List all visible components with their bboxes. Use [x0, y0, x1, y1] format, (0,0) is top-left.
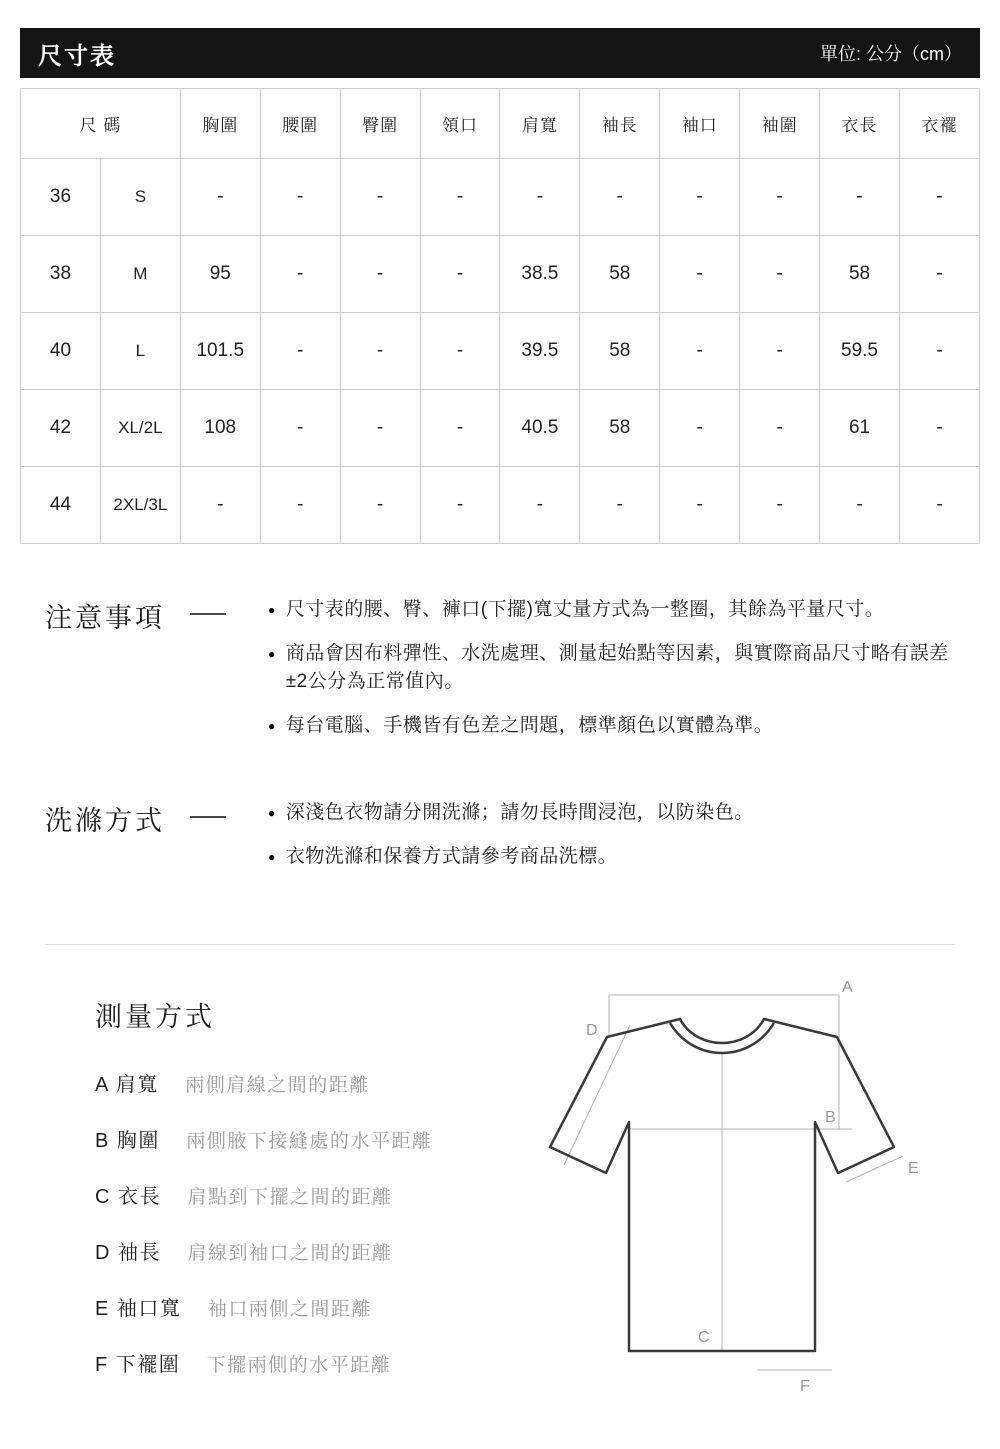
table-row [21, 313, 980, 390]
bullet-icon: ● [268, 718, 276, 733]
value-cell: 58 [580, 313, 660, 390]
size-number-cell: 44 [21, 467, 101, 544]
value-cell: 61 [820, 390, 900, 467]
value-cell: 95 [180, 236, 260, 313]
value-cell: - [899, 313, 979, 390]
note-text: 尺寸表的腰、臀、褲口(下擺)寬丈量方式為一整圈，其餘為平量尺寸。 [285, 599, 885, 620]
value-cell: - [820, 159, 900, 236]
value-cell: 58 [580, 390, 660, 467]
measurement-desc: 兩側腋下接縫處的水平距離 [186, 1131, 433, 1152]
section-divider [45, 944, 955, 945]
size-label-cell: S [100, 159, 180, 236]
diagram-label-c: C [698, 1329, 710, 1346]
value-cell: - [260, 313, 340, 390]
value-cell: - [820, 467, 900, 544]
notes-heading: 注意事項 [45, 603, 165, 633]
washing-list [268, 799, 955, 886]
value-cell: - [660, 159, 740, 236]
diagram-label-d: D [586, 1022, 598, 1039]
measurement-item [95, 1292, 432, 1321]
diagram-label-e: E [908, 1160, 919, 1177]
value-cell: - [180, 467, 260, 544]
value-cell: - [260, 467, 340, 544]
measurement-label: A 肩寬 [95, 1074, 159, 1096]
washing-heading: 洗滌方式 [45, 806, 165, 836]
measurement-section [20, 979, 980, 1414]
heading-dash [190, 613, 226, 615]
value-cell: - [580, 159, 660, 236]
value-cell: - [340, 313, 420, 390]
value-cell: - [740, 467, 820, 544]
measurement-label: E 袖口寬 [95, 1298, 182, 1320]
size-number-cell: 40 [21, 313, 101, 390]
bullet-icon: ● [268, 806, 276, 820]
value-cell: 39.5 [500, 313, 580, 390]
measurement-item [95, 1124, 432, 1153]
diagram-label-b: B [825, 1109, 836, 1126]
table-row [21, 236, 980, 313]
size-table [20, 88, 980, 544]
value-cell: - [420, 313, 500, 390]
table-row [21, 159, 980, 236]
washing-text: 深淺色衣物請分開洗滌；請勿長時間浸泡，以防染色。 [285, 802, 754, 823]
tshirt-diagram-svg [512, 979, 962, 1409]
size-label-cell: M [100, 236, 180, 313]
note-item [268, 596, 955, 625]
column-header: 腰圍 [260, 89, 340, 159]
unit-label: 單位: 公分（cm） [820, 44, 962, 64]
value-cell: 58 [580, 236, 660, 313]
value-cell: - [899, 236, 979, 313]
value-cell: - [340, 159, 420, 236]
column-header: 領口 [420, 89, 500, 159]
title-bar [20, 28, 980, 78]
notes-section [45, 596, 955, 755]
value-cell: 40.5 [500, 390, 580, 467]
measurement-item [95, 1068, 432, 1097]
value-cell: - [260, 390, 340, 467]
size-number-cell: 42 [21, 390, 101, 467]
measurement-label: D 袖長 [95, 1242, 161, 1264]
measurement-desc: 肩線到袖口之間的距離 [187, 1243, 393, 1264]
washing-item [268, 799, 955, 828]
value-cell: - [180, 159, 260, 236]
value-cell: - [660, 313, 740, 390]
measurement-heading: 測量方式 [95, 1002, 215, 1032]
diagram-label-a: A [842, 979, 853, 996]
value-cell: - [660, 390, 740, 467]
value-cell: 108 [180, 390, 260, 467]
value-cell: - [740, 390, 820, 467]
note-text: 商品會因布料彈性、水洗處理、測量起始點等因素，與實際商品尺寸略有誤差±2公分為正常值內。 [285, 642, 949, 692]
value-cell: - [340, 236, 420, 313]
measurement-item [95, 1180, 432, 1209]
column-header: 袖長 [580, 89, 660, 159]
value-cell: - [580, 467, 660, 544]
diagram-labels [586, 979, 919, 1395]
measurement-desc: 兩側肩線之間的距離 [185, 1075, 370, 1096]
value-cell: - [899, 467, 979, 544]
table-row [21, 467, 980, 544]
value-cell: - [899, 390, 979, 467]
column-header: 袖圍 [740, 89, 820, 159]
page-title: 尺寸表 [38, 42, 116, 70]
measurement-desc: 肩點到下擺之間的距離 [187, 1187, 393, 1208]
column-header: 衣襬 [899, 89, 979, 159]
column-header-size: 尺 碼 [21, 89, 181, 159]
tshirt-diagram [512, 979, 962, 1414]
column-header: 袖口 [660, 89, 740, 159]
measurement-item [95, 1236, 432, 1265]
value-cell: - [420, 159, 500, 236]
value-cell: - [420, 467, 500, 544]
measurement-desc: 下擺兩側的水平距離 [206, 1355, 392, 1376]
measurement-label: F 下襬圍 [95, 1354, 181, 1376]
value-cell: - [740, 236, 820, 313]
bullet-icon: ● [268, 646, 276, 661]
note-item [268, 712, 955, 741]
measurement-item [95, 1348, 432, 1377]
column-header: 衣長 [820, 89, 900, 159]
value-cell: - [500, 467, 580, 544]
notes-list [268, 596, 955, 755]
bullet-icon: ● [268, 603, 276, 617]
washing-item [268, 843, 955, 872]
value-cell: - [340, 467, 420, 544]
size-label-cell: L [100, 313, 180, 390]
measurement-desc: 袖口兩側之間距離 [207, 1299, 372, 1320]
value-cell: - [420, 390, 500, 467]
note-text: 每台電腦、手機皆有色差之問題，標準顏色以實體為準。 [285, 714, 774, 736]
measurement-list [95, 1068, 432, 1377]
column-header: 胸圍 [180, 89, 260, 159]
column-header: 肩寬 [500, 89, 580, 159]
value-cell: 38.5 [500, 236, 580, 313]
measurement-label: B 胸圍 [95, 1130, 160, 1152]
value-cell: - [340, 390, 420, 467]
note-item [268, 640, 955, 697]
value-cell: - [420, 236, 500, 313]
value-cell: - [899, 159, 979, 236]
diagram-label-f: F [800, 1378, 810, 1395]
measurement-left-column [95, 995, 432, 1404]
value-cell: 101.5 [180, 313, 260, 390]
measurement-label: C 衣長 [95, 1186, 161, 1208]
washing-text: 衣物洗滌和保養方式請參考商品洗標。 [285, 845, 618, 867]
size-number-cell: 38 [21, 236, 101, 313]
value-cell: - [260, 159, 340, 236]
value-cell: - [660, 236, 740, 313]
bullet-icon: ● [268, 849, 276, 864]
washing-section [45, 799, 955, 886]
table-header-row [21, 89, 980, 159]
value-cell: - [500, 159, 580, 236]
value-cell: - [740, 313, 820, 390]
heading-dash [190, 816, 226, 818]
column-header: 臀圍 [340, 89, 420, 159]
value-cell: - [740, 159, 820, 236]
value-cell: 59.5 [820, 313, 900, 390]
value-cell: - [260, 236, 340, 313]
size-number-cell: 36 [21, 159, 101, 236]
size-label-cell: XL/2L [100, 390, 180, 467]
value-cell: 58 [820, 236, 900, 313]
table-row [21, 390, 980, 467]
value-cell: - [660, 467, 740, 544]
size-label-cell: 2XL/3L [100, 467, 180, 544]
